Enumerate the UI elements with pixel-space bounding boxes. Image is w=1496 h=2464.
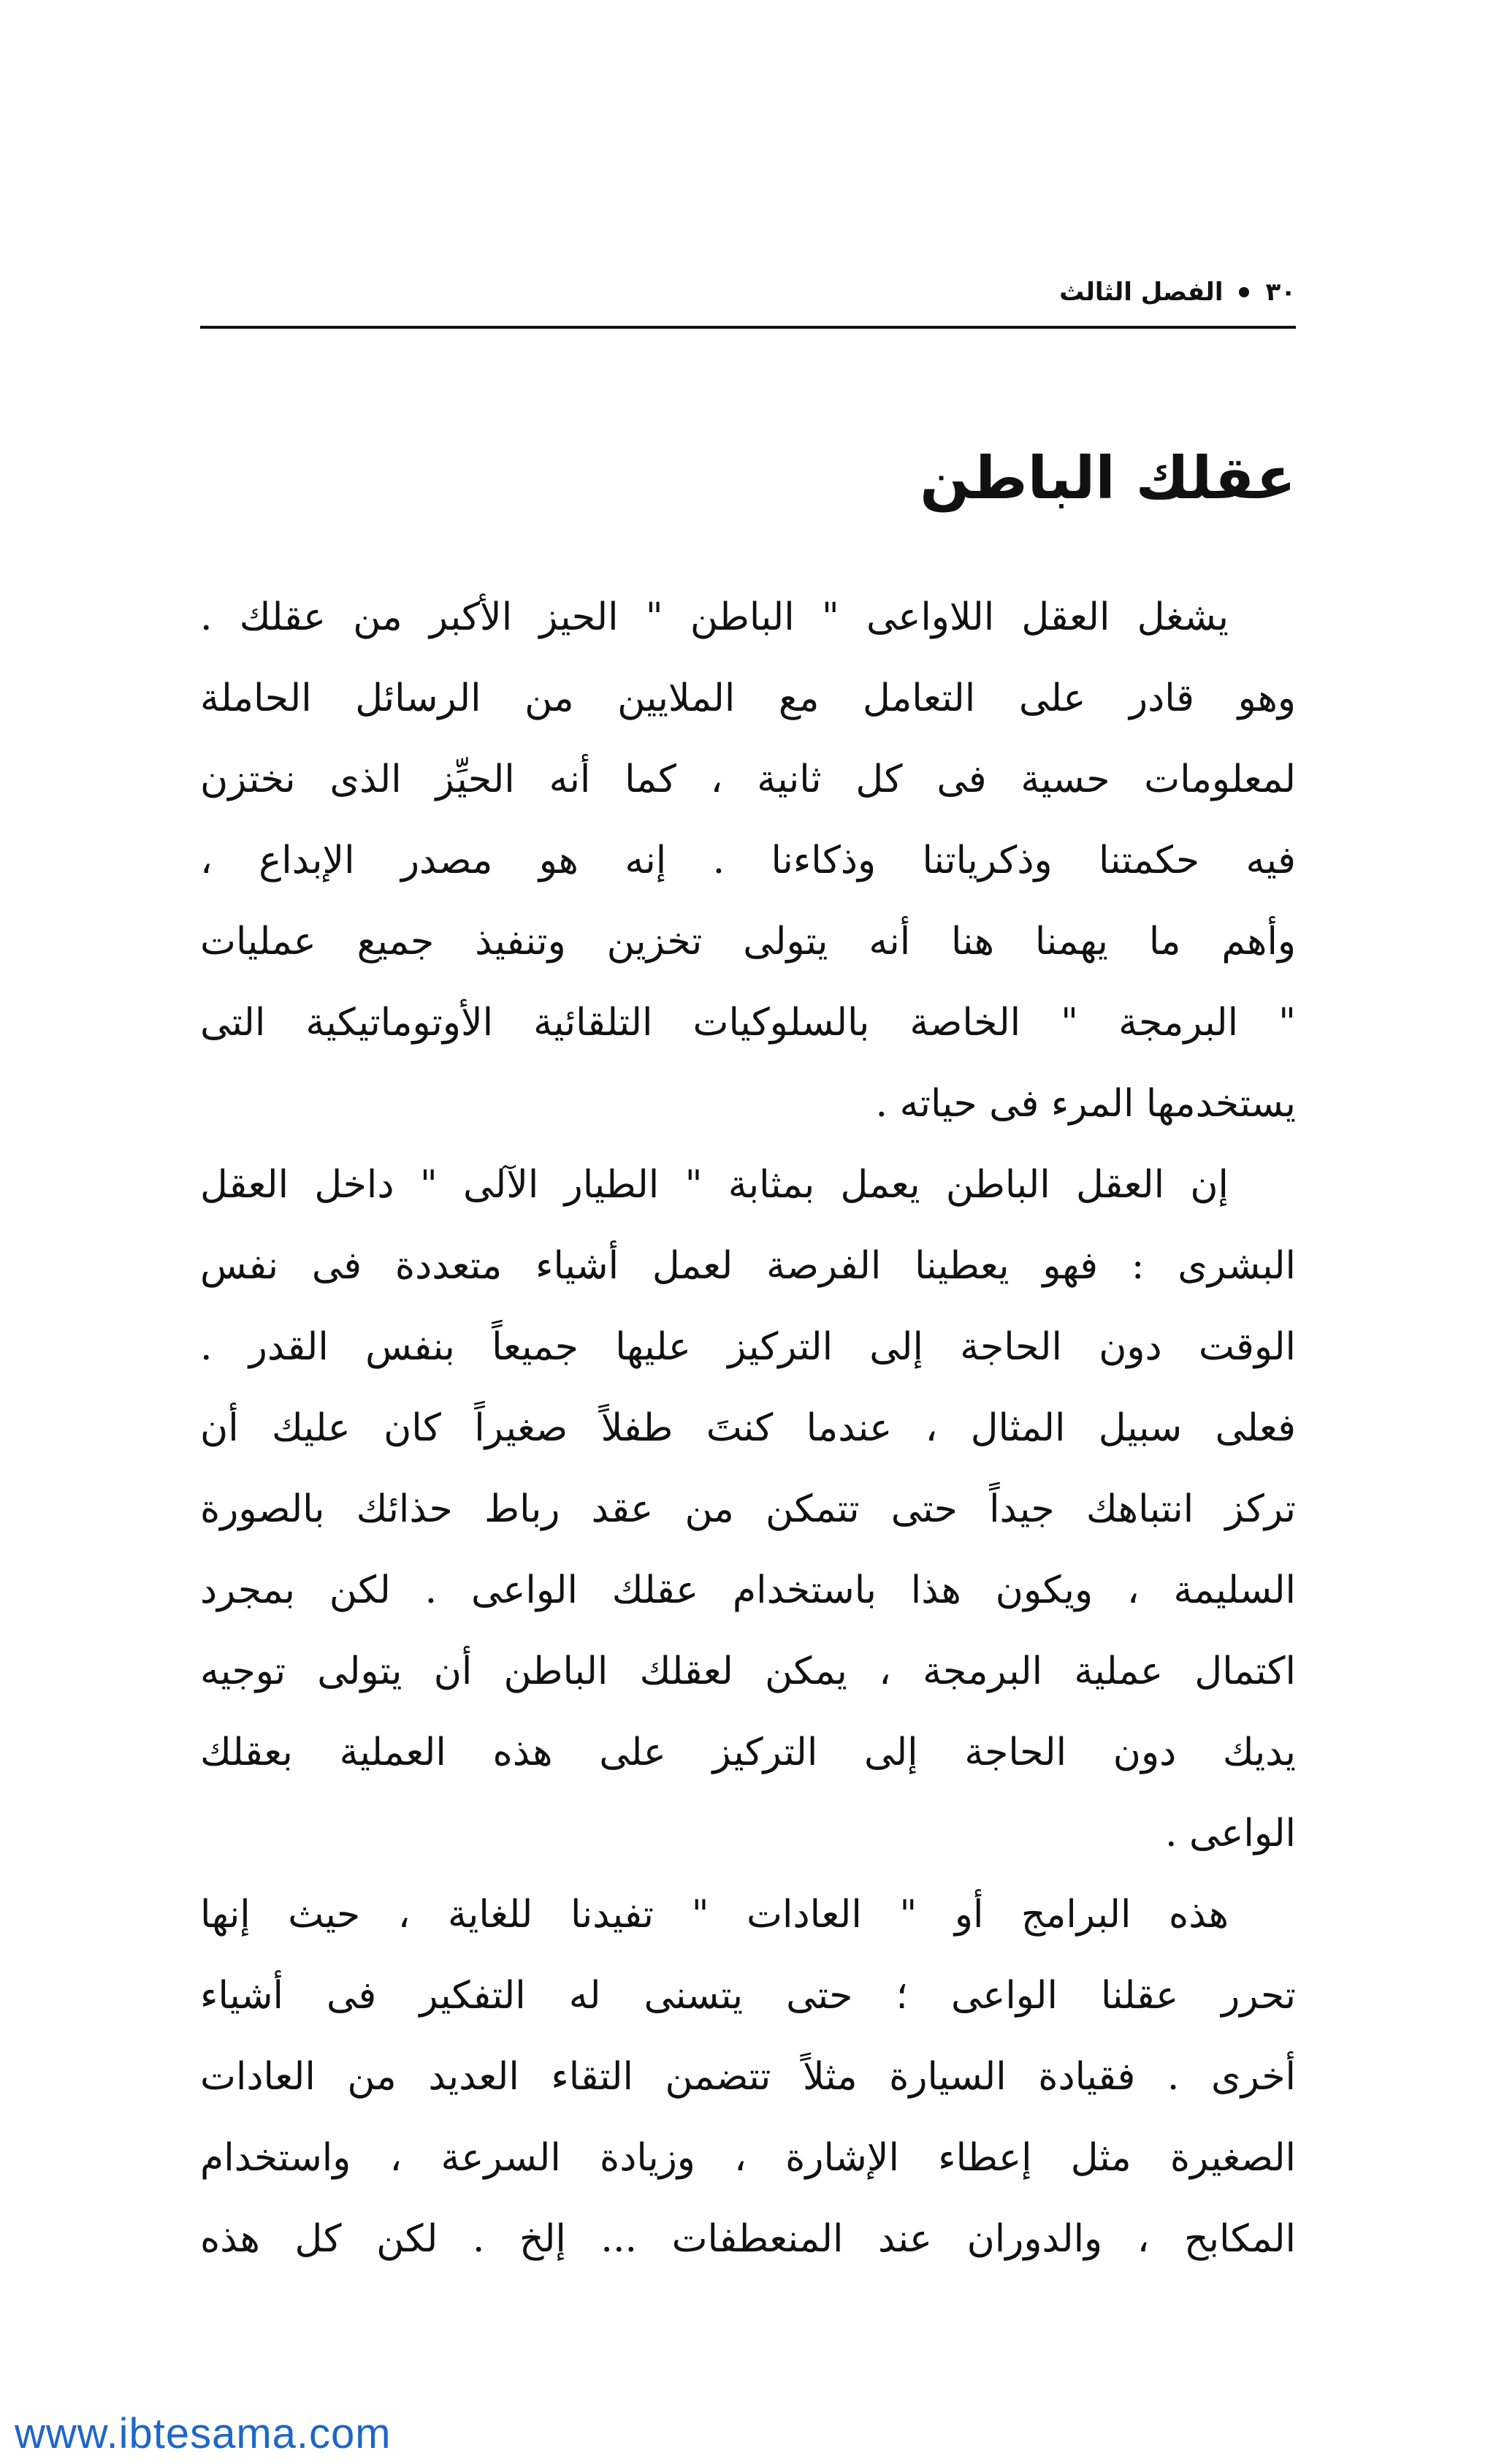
header-divider — [200, 326, 1296, 329]
text-line: المكابح ، والدوران عند المنعطفات ... إلخ . لكن كل هذه — [200, 2217, 1296, 2261]
page-number: ٣٠ — [1265, 278, 1296, 307]
text-line: الوقت دون الحاجة إلى التركيز عليها جميعاً بنفس القدر . — [200, 1325, 1296, 1369]
text-line: وأهم ما يهمنا هنا أنه يتولى تخزين وتنفيذ جميع عمليات — [200, 920, 1296, 964]
chapter-title: الفصل الثالث — [1059, 278, 1224, 307]
running-header — [200, 269, 1296, 316]
paragraph — [200, 577, 1296, 1145]
bullet-separator-icon — [1239, 287, 1249, 297]
text-line: هذه البرامج أو " العادات " تفيدنا للغاية ، حيث إنها — [200, 1893, 1229, 1937]
paragraph — [200, 1874, 1296, 2280]
section-title: عقلك الباطن — [920, 444, 1296, 512]
text-line: " البرمجة " الخاصة بالسلوكيات التلقائية الأوتوماتيكية التى — [200, 1001, 1296, 1045]
text-line: السليمة ، ويكون هذا باستخدام عقلك الواعى . لكن بمجرد — [200, 1568, 1296, 1612]
text-line: الواعى . — [1164, 1812, 1296, 1855]
text-line: يستخدمها المرء فى حياته . — [875, 1082, 1296, 1126]
watermark: www.ibtesama.com — [15, 2410, 392, 2457]
text-line: يديك دون الحاجة إلى التركيز على هذه العملية بعقلك — [200, 1731, 1296, 1774]
text-line: وهو قادر على التعامل مع الملايين من الرسائل الحاملة — [200, 676, 1296, 720]
text-line: فيه حكمتنا وذكرياتنا وذكاءنا . إنه هو مصدر الإبداع ، — [200, 839, 1296, 882]
text-line: اكتمال عملية البرمجة ، يمكن لعقلك الباطن أن يتولى توجيه — [200, 1649, 1296, 1693]
body-text — [200, 577, 1296, 2280]
text-line: لمعلومات حسية فى كل ثانية ، كما أنه الحيِّز الذى نختزن — [200, 758, 1296, 801]
text-line: تركز انتباهك جيداً حتى تتمكن من عقد رباط حذائك بالصورة — [200, 1487, 1296, 1531]
text-line: يشغل العقل اللاواعى " الباطن " الحيز الأكبر من عقلك . — [200, 595, 1229, 639]
text-line: أخرى . فقيادة السيارة مثلاً تتضمن التقاء العديد من العادات — [200, 2055, 1296, 2099]
text-line: الصغيرة مثل إعطاء الإشارة ، وزيادة السرعة ، واستخدام — [200, 2136, 1296, 2180]
text-line: فعلى سبيل المثال ، عندما كنتَ طفلاً صغيراً كان عليك أن — [200, 1406, 1296, 1450]
text-line: البشرى : فهو يعطينا الفرصة لعمل أشياء متعددة فى نفس — [200, 1244, 1296, 1288]
text-line: تحرر عقلنا الواعى ؛ حتى يتسنى له التفكير فى أشياء — [200, 1974, 1296, 2018]
paragraph — [200, 1145, 1296, 1874]
text-line: إن العقل الباطن يعمل بمثابة " الطيار الآلى " داخل العقل — [200, 1163, 1229, 1207]
